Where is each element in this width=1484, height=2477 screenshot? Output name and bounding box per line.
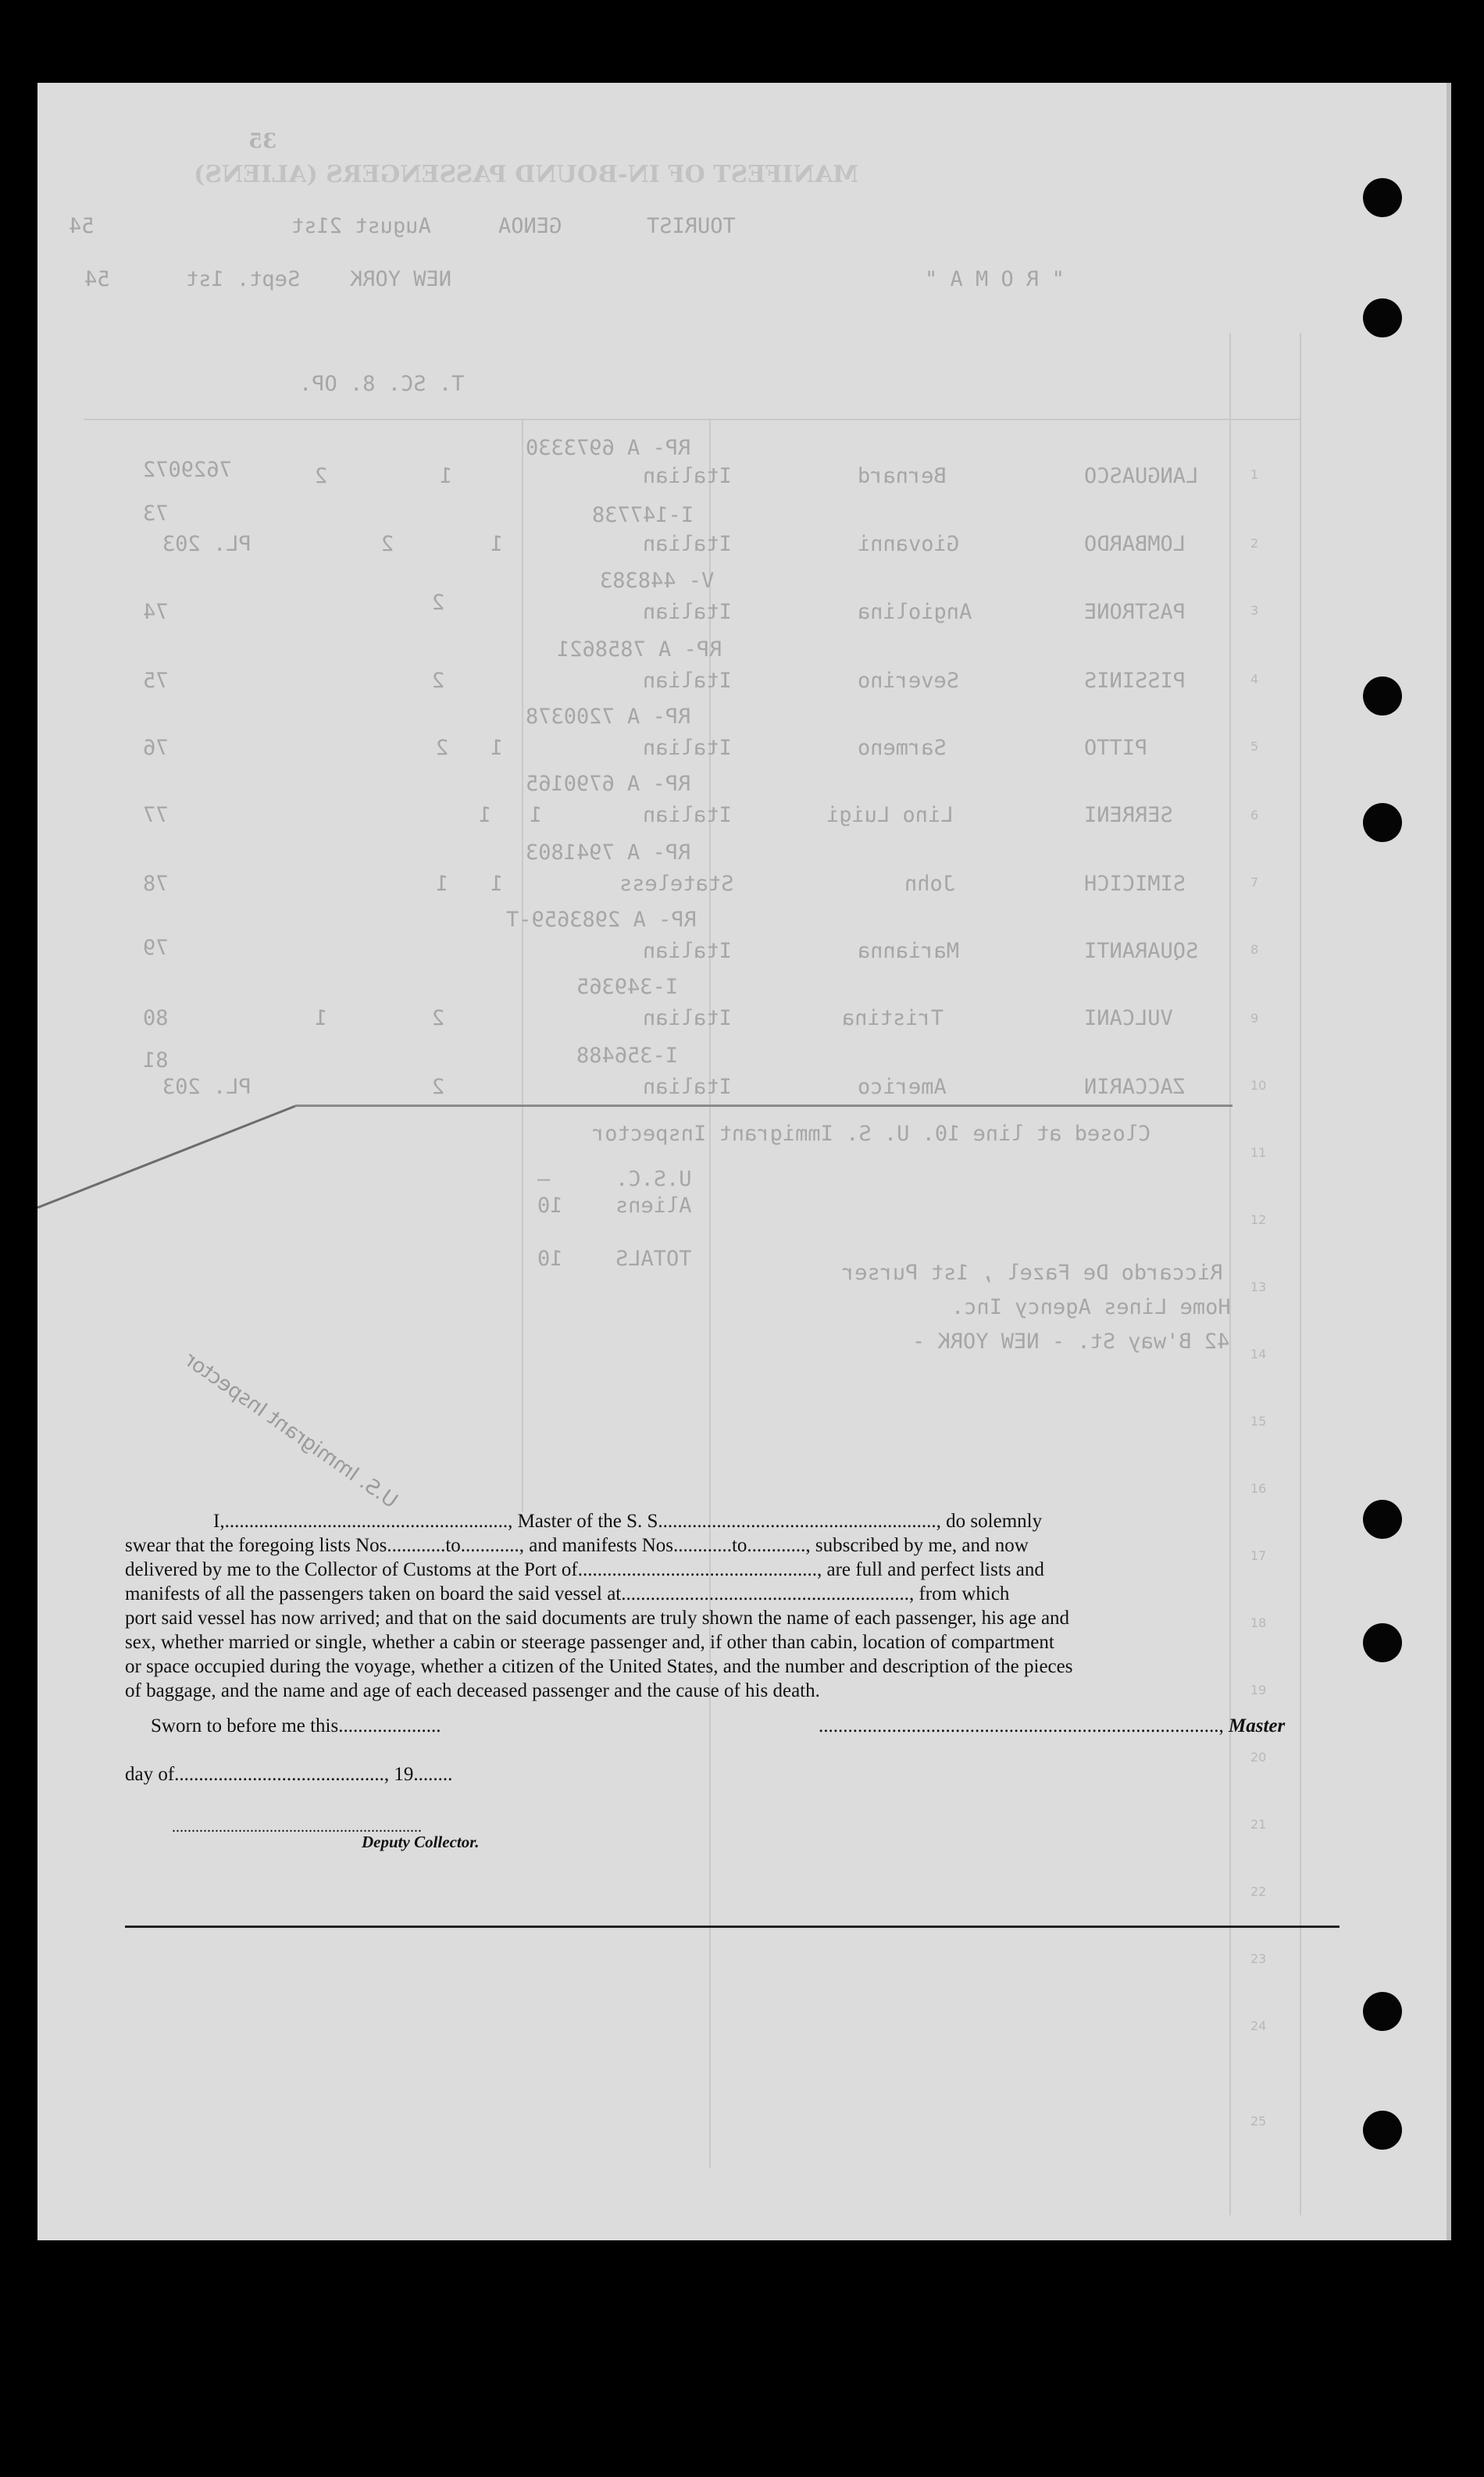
line-number: 3 [1250,603,1259,618]
passenger-given: John [904,872,956,896]
totals-value: 10 [537,1247,563,1271]
passenger-count-2: 2 [432,1075,445,1099]
punch-hole [1363,1500,1402,1539]
aliens-label: Aliens [615,1194,692,1218]
passenger-nationality: Italian [643,1006,732,1030]
header-title: MANIFEST OF IN-BOUND PASSENGERS (ALIENS) [194,161,859,188]
line-number: 11 [1250,1145,1267,1160]
passenger-nationality: Italian [643,939,732,963]
passenger-count-2: 2 [315,464,328,488]
usc-label: U.S.C. [615,1167,692,1191]
passenger-nationality: Italian [643,600,732,624]
passenger-doc: RP- A 7941803 [526,841,691,865]
line-number: 4 [1250,672,1259,687]
header-code: T. SC. 8. OP. [299,372,465,396]
passenger-ref: 75 [143,669,169,693]
header-year-sailed: 54 [69,214,95,238]
header-class: TOURIST [647,214,736,238]
passenger-surname: ZACCARIN [1084,1075,1186,1099]
passenger-surname: SQUARANTI [1084,939,1199,963]
passenger-given: Angiolina [858,600,972,624]
passenger-surname: PASTRONE [1084,600,1186,624]
passenger-surname: PITTO [1084,736,1148,760]
oath-line: I,.........................................................., Master of the S. S........................................................., do solemnly [213,1511,1043,1532]
passenger-ref: 77 [143,803,169,827]
closing-note: Closed at line 10. U. S. Immigrant Inspector [592,1122,1151,1146]
purser-address: 42 B'way St. - NEW YORK - [912,1330,1230,1354]
purser-agency: Home Lines Agency Inc. [951,1295,1231,1319]
line-number: 7 [1250,875,1259,890]
passenger-given: Giovanni [858,532,960,556]
line-number: 14 [1250,1347,1267,1362]
passenger-given: Severino [858,669,960,693]
line-number: 24 [1250,2018,1267,2033]
line-number: 12 [1250,1212,1267,1227]
line-number: 5 [1250,739,1259,754]
header-date-sailed: August 21st [291,214,431,238]
line-number: 16 [1250,1481,1267,1496]
passenger-nationality: Stateless [619,872,734,896]
inspector-stamp: U.S. Immigrant Inspector [180,1348,402,1514]
manifest-page [37,83,1451,2240]
master-oath [125,1509,1343,1703]
line-number: 10 [1250,1078,1267,1093]
line-number: 25 [1250,2114,1267,2129]
passenger-doc: I-147738 [592,503,694,527]
punch-hole [1363,1992,1402,2031]
header-page-number: 35 [248,130,277,153]
passenger-surname: SIMICICH [1084,872,1186,896]
passenger-count-2: 2 [381,532,394,556]
passenger-given: Americo [858,1075,947,1099]
passenger-surname: LANGUASCO [1084,464,1199,488]
sworn-line: Sworn to before me this..................... [151,1715,441,1736]
passenger-ref: 76 [143,736,169,760]
passenger-nationality: Italian [643,464,732,488]
header-year-arrived: 54 [84,267,110,291]
passenger-surname: VULCANI [1084,1006,1173,1030]
passenger-doc: I-349365 [576,975,679,999]
passenger-doc: RP- A 7200378 [526,705,691,729]
header-date-arrived: Sept. 1st [186,267,301,291]
punch-hole [1363,1623,1402,1662]
passenger-doc: V- 448383 [600,569,715,593]
passenger-ref: 81 [143,1048,169,1073]
passenger-ref: 78 [143,872,169,896]
passenger-count-2: 2 [436,736,449,760]
master-signature-line: .................................................................................., [819,1715,1224,1736]
oath-line: or space occupied during the voyage, whether a citizen of the United States, and the number and description of the pieces [125,1656,1073,1677]
passenger-count-2: 2 [432,591,445,615]
line-number: 15 [1250,1414,1267,1429]
usc-value: — [537,1167,551,1191]
passenger-doc: I-356488 [576,1044,679,1068]
passenger-nationality: Italian [643,532,732,556]
passenger-count-1: 1 [440,464,453,488]
totals-label: TOTALS [615,1247,692,1271]
passenger-surname: LOMBARDO [1084,532,1186,556]
oath-line: sex, whether married or single, whether a cabin or steerage passenger and, if other than cabin, location of compartment [125,1632,1054,1653]
line-number: 13 [1250,1280,1267,1294]
passenger-given: Sarmeno [858,736,947,760]
oath-line: manifests of all the passengers taken on board the said vessel at..........................................................., from which [125,1583,1010,1604]
passenger-ref: 79 [143,936,169,960]
closing-rule [295,1105,1233,1107]
oath-line: of baggage, and the name and age of each deceased passenger and the cause of his death. [125,1680,820,1701]
passenger-count-1: 1 [491,872,504,896]
punch-hole [1363,2111,1402,2150]
line-number: 23 [1250,1951,1267,1966]
header-vessel: " R O M A " [925,267,1065,291]
line-number: 8 [1250,942,1259,957]
line-number: 20 [1250,1750,1267,1765]
passenger-given: Bernard [858,464,947,488]
day-line: day of..........................................., 19........ [125,1764,453,1785]
punch-hole [1363,298,1402,337]
passenger-count-1: 1 [491,532,504,556]
line-number: 6 [1250,808,1259,823]
oath-line: delivered by me to the Collector of Customs at the Port of................................................., are full and perfect lists and [125,1559,1044,1580]
passenger-ref: 80 [143,1006,169,1030]
bottom-rule [125,1926,1340,1928]
line-number: 9 [1250,1011,1259,1026]
passenger-ref: 74 [143,600,169,624]
passenger-nationality: Italian [643,736,732,760]
line-number: 18 [1250,1615,1267,1630]
punch-hole [1363,676,1402,716]
passenger-nationality: Italian [643,669,732,693]
passenger-count-1: 1 [479,803,492,827]
passenger-doc: RP- A 6973330 [526,436,691,460]
passenger-nationality: Italian [643,1075,732,1099]
passenger-surname: PISSINIS [1084,669,1186,693]
line-number: 19 [1250,1683,1267,1697]
punch-hole [1363,803,1402,842]
closing-diagonal [37,83,366,1411]
line-number: 21 [1250,1817,1267,1832]
collector-signature-line: ................................................................ [172,1818,422,1836]
passenger-count-2: 1 [530,803,543,827]
passenger-doc: RP- A 6790165 [526,772,691,796]
passenger-nationality: Italian [643,803,732,827]
passenger-given: Marianna [858,939,960,963]
passenger-note: PL. 203 [162,532,251,556]
passenger-doc: RP- A 2983659-T [506,908,697,932]
punch-hole [1363,178,1402,217]
oath-line: port said vessel has now arrived; and that on the said documents are truly shown the name of each passenger, his age and [125,1608,1070,1629]
passenger-given: Lino Luigi [826,803,954,827]
passenger-ref: 73 [143,501,169,526]
passenger-count-2: 2 [432,669,445,693]
line-number: 17 [1250,1548,1267,1563]
header-port-sailed: GENOA [498,214,562,238]
header-port-arrived: NEW YORK [350,267,452,291]
line-number: 1 [1250,467,1259,482]
master-label: Master [1229,1715,1286,1736]
deputy-collector-label: Deputy Collector. [362,1833,480,1851]
aliens-value: 10 [537,1194,563,1218]
line-number: 22 [1250,1884,1267,1899]
line-number: 2 [1250,536,1259,551]
passenger-count-1: 1 [491,736,504,760]
passenger-count-1: 1 [315,1006,328,1030]
passenger-note: PL. 203 [162,1075,251,1099]
passenger-given: Tristina [842,1006,944,1030]
passenger-count-2: 1 [436,872,449,896]
passenger-count-2: 2 [432,1006,445,1030]
passenger-doc: RP- A 7858621 [557,637,722,662]
oath-line: swear that the foregoing lists Nos............to............, and manifests Nos............to............, subscribed by me, and now [125,1535,1029,1556]
purser-name: Riccardo De Fazel , 1st Purser [842,1261,1223,1285]
passenger-ref: 7629072 [143,458,232,482]
passenger-surname: SERRENI [1084,803,1173,827]
